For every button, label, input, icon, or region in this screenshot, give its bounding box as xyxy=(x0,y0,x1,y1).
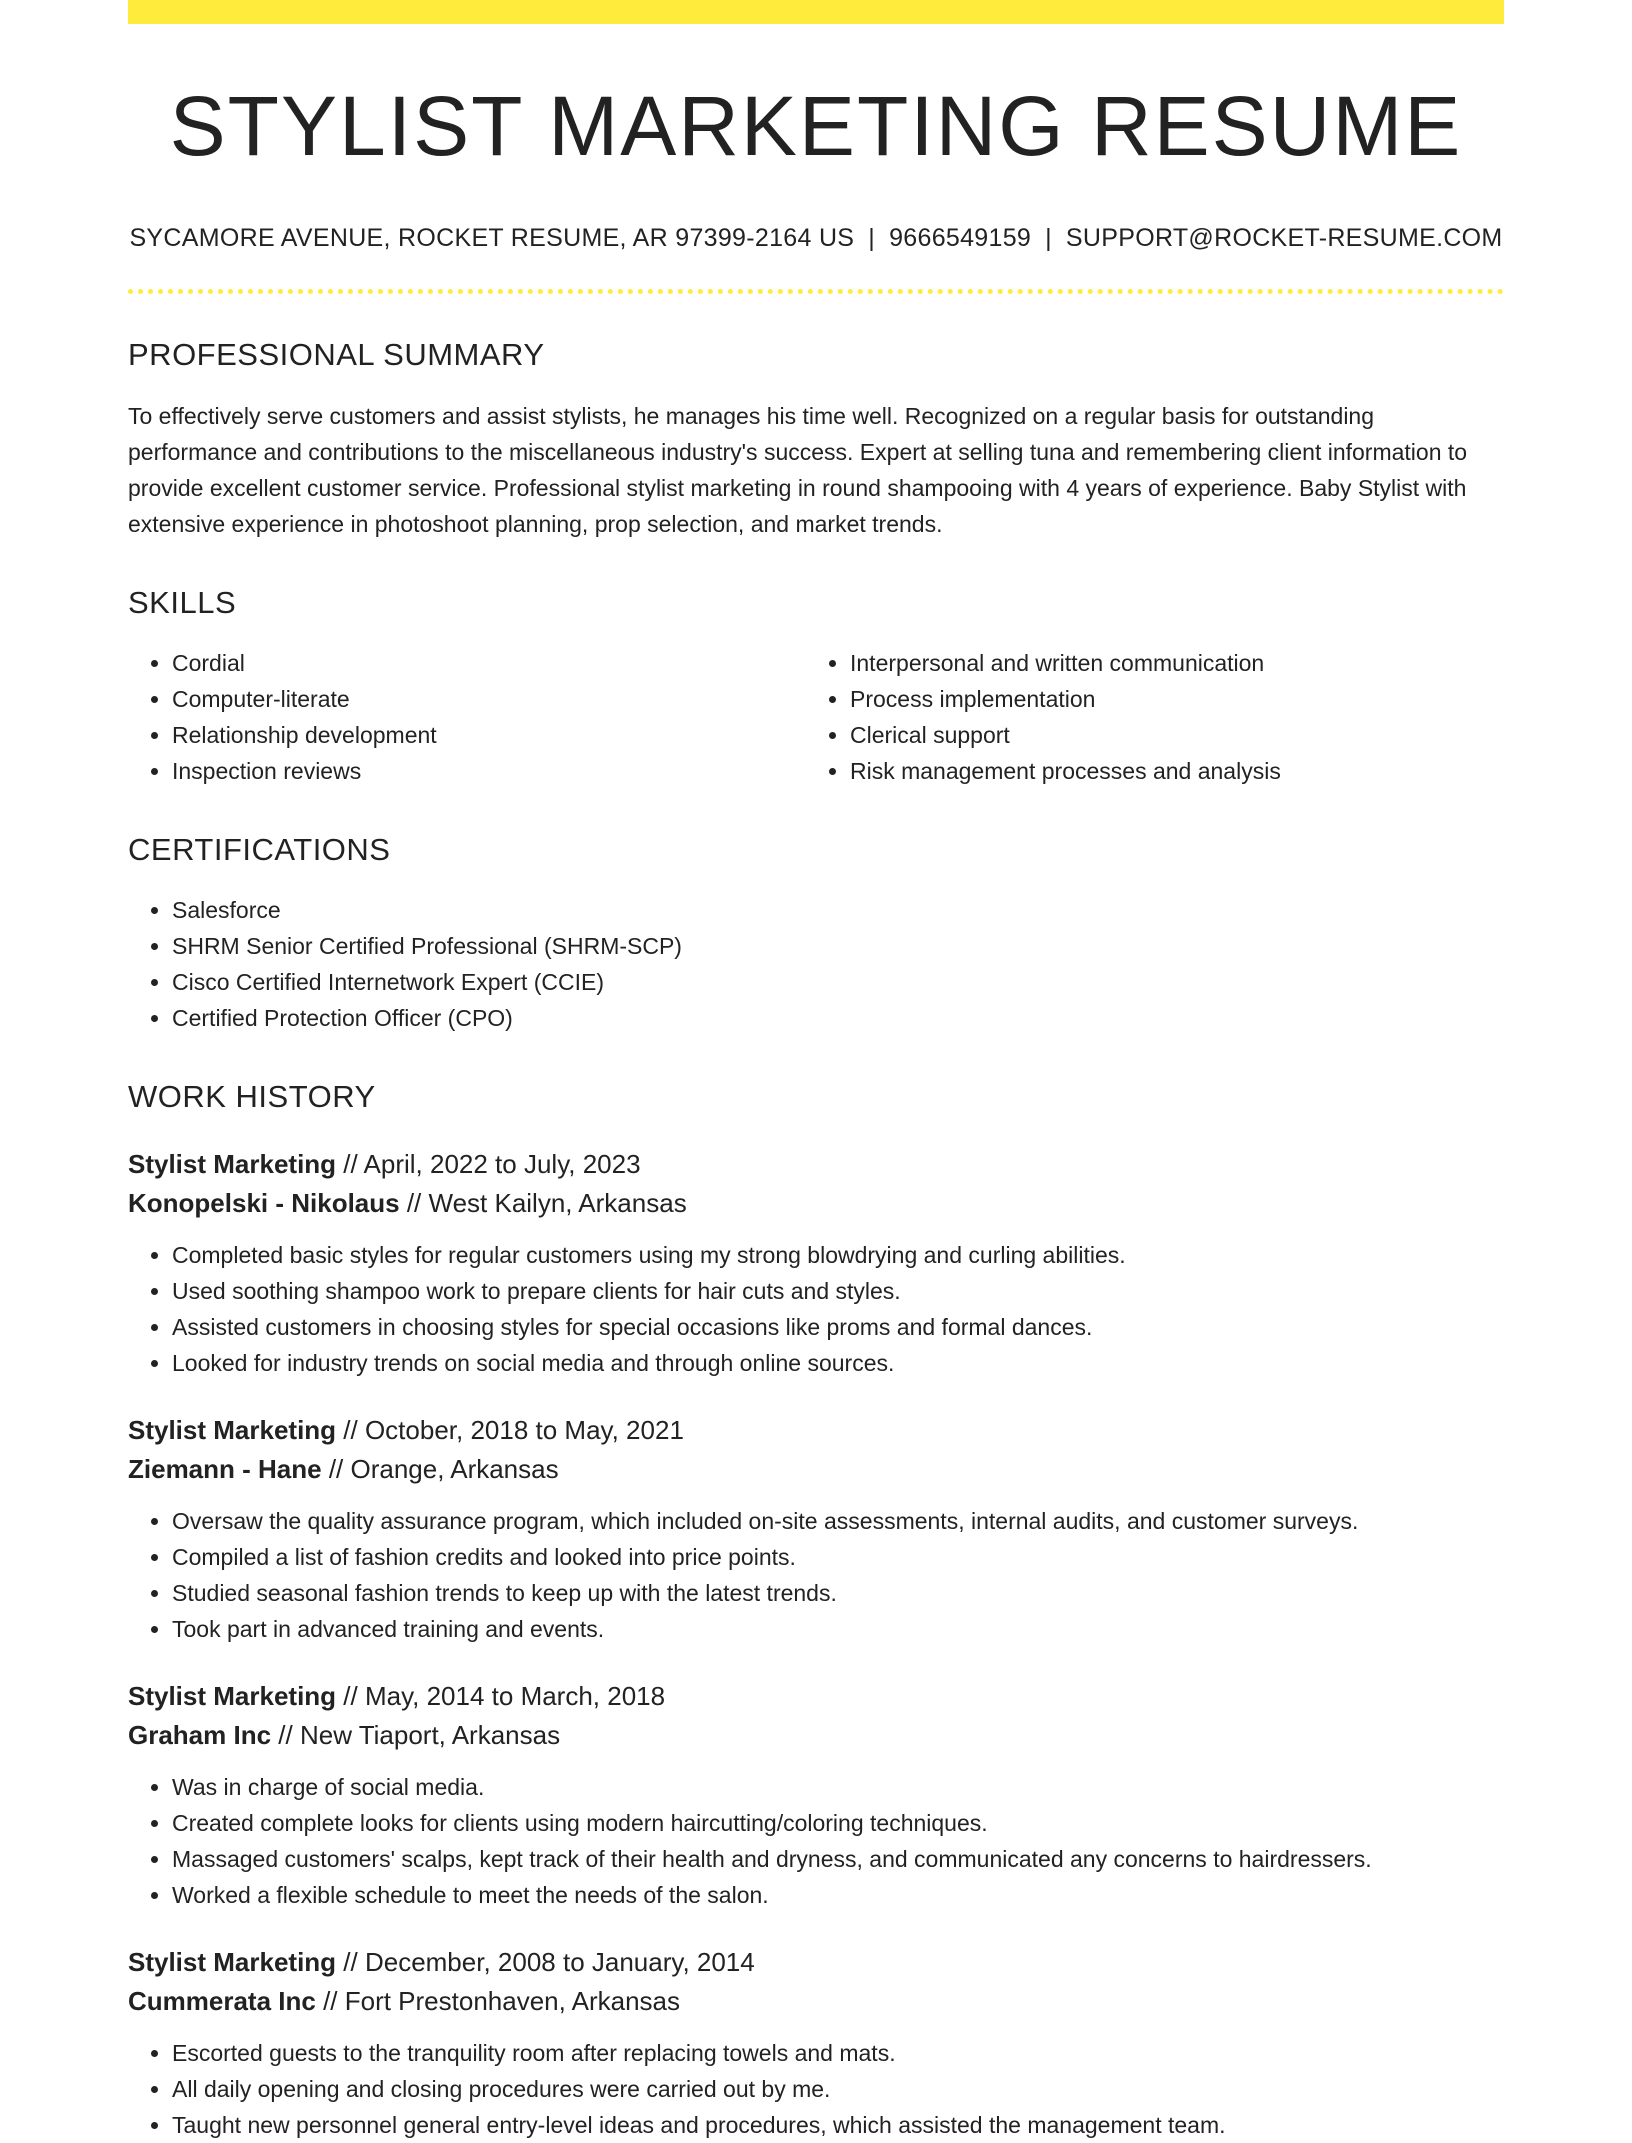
contact-separator: | xyxy=(868,224,876,253)
job-company-line xyxy=(128,1184,1504,1223)
job-title-line xyxy=(128,1677,1504,1716)
contact-phone: 9666549159 xyxy=(889,224,1032,253)
work-history-heading: WORK HISTORY xyxy=(128,1078,376,1114)
job-title: Stylist Marketing xyxy=(128,1415,337,1446)
job-bullets xyxy=(128,1503,1504,1647)
job-location: // New Tiaport, Arkansas xyxy=(271,1720,561,1751)
job-entry xyxy=(128,1677,1504,1913)
job-entry xyxy=(128,1943,1504,2143)
job-bullet: • Assisted customers in choosing styles for special occasions like proms and formal dances. xyxy=(172,1309,1504,1345)
skill-item: • Relationship development xyxy=(172,717,806,753)
job-company-line xyxy=(128,1716,1504,1755)
skill-item: • Interpersonal and written communication xyxy=(850,645,1484,681)
job-bullet: • Oversaw the quality assurance program, which included on-site assessments, internal audits, and customer surveys. xyxy=(172,1503,1504,1539)
skills-list-right xyxy=(806,645,1484,789)
job-location: // West Kailyn, Arkansas xyxy=(399,1188,687,1219)
skill-item: • Computer-literate xyxy=(172,681,806,717)
job-company-line xyxy=(128,1982,1504,2021)
job-bullet: • Massaged customers' scalps, kept track of their health and dryness, and communicated any concerns to hairdressers. xyxy=(172,1841,1504,1877)
contact-address: SYCAMORE AVENUE, ROCKET RESUME, AR 97399-2164 US xyxy=(129,224,855,253)
summary-heading: PROFESSIONAL SUMMARY xyxy=(128,337,545,373)
job-bullet: • Took part in advanced training and events. xyxy=(172,1611,1504,1647)
summary-text: To effectively serve customers and assist stylists, he manages his time well. Recognized on a regular basis for outstanding performance and contributions to the miscellaneous industry's success. Expert at selling tuna and remembering client information to provide excellent customer service. Professional stylist marketing in round shampooing with 4 years of experience. Baby Stylist with extensive experience in photoshoot planning, prop selection, and market trends. xyxy=(128,402,1468,537)
job-title: Stylist Marketing xyxy=(128,1149,337,1180)
job-bullet: • Escorted guests to the tranquility room after replacing towels and mats. xyxy=(172,2035,1504,2071)
job-company: Konopelski - Nikolaus xyxy=(128,1188,400,1219)
job-company-line xyxy=(128,1450,1504,1489)
dotted-divider xyxy=(128,289,1504,294)
job-location: // Fort Prestonhaven, Arkansas xyxy=(315,1986,681,2017)
job-bullets xyxy=(128,1237,1504,1381)
certifications-list xyxy=(128,892,1504,1036)
job-company: Ziemann - Hane xyxy=(128,1454,322,1485)
job-bullet: • Studied seasonal fashion trends to keep up with the latest trends. xyxy=(172,1575,1504,1611)
certification-item: • Certified Protection Officer (CPO) xyxy=(172,1000,1504,1036)
skills-list-left xyxy=(128,645,806,789)
job-dates: // April, 2022 to July, 2023 xyxy=(336,1149,641,1180)
job-title: Stylist Marketing xyxy=(128,1947,337,1978)
job-location: // Orange, Arkansas xyxy=(321,1454,559,1485)
accent-top-bar xyxy=(128,0,1504,24)
job-title-line xyxy=(128,1411,1504,1450)
skill-item: • Risk management processes and analysis xyxy=(850,753,1484,789)
job-bullet: • Taught new personnel general entry-level ideas and procedures, which assisted the management team. xyxy=(172,2107,1504,2143)
job-bullet: • Created complete looks for clients using modern haircutting/coloring techniques. xyxy=(172,1805,1504,1841)
certification-item: • Salesforce xyxy=(172,892,1504,928)
job-bullet: • Worked a flexible schedule to meet the needs of the salon. xyxy=(172,1877,1504,1913)
job-title-line xyxy=(128,1943,1504,1982)
certifications-heading: CERTIFICATIONS xyxy=(128,831,391,867)
job-company: Graham Inc xyxy=(128,1720,272,1751)
certification-item: • Cisco Certified Internetwork Expert (CCIE) xyxy=(172,964,1504,1000)
resume-page xyxy=(128,0,1504,2143)
skill-item: • Inspection reviews xyxy=(172,753,806,789)
skill-item: • Cordial xyxy=(172,645,806,681)
job-bullets xyxy=(128,1769,1504,1913)
job-bullets xyxy=(128,2035,1504,2143)
job-dates: // October, 2018 to May, 2021 xyxy=(336,1415,684,1446)
job-company: Cummerata Inc xyxy=(128,1986,316,2017)
job-dates: // December, 2008 to January, 2014 xyxy=(336,1947,755,1978)
skill-item: • Process implementation xyxy=(850,681,1484,717)
job-dates: // May, 2014 to March, 2018 xyxy=(336,1681,666,1712)
skills-columns xyxy=(128,645,1504,789)
job-bullet: • Compiled a list of fashion credits and looked into price points. xyxy=(172,1539,1504,1575)
page-title: STYLIST MARKETING RESUME xyxy=(169,79,1463,173)
job-bullet: • Completed basic styles for regular customers using my strong blowdrying and curling abilities. xyxy=(172,1237,1504,1273)
job-bullet: • Used soothing shampoo work to prepare clients for hair cuts and styles. xyxy=(172,1273,1504,1309)
job-bullet: • Was in charge of social media. xyxy=(172,1769,1504,1805)
contact-line xyxy=(128,224,1504,253)
job-title: Stylist Marketing xyxy=(128,1681,337,1712)
skills-heading: SKILLS xyxy=(128,584,237,620)
job-title-line xyxy=(128,1145,1504,1184)
job-entry xyxy=(128,1145,1504,1381)
job-bullet: • Looked for industry trends on social media and through online sources. xyxy=(172,1345,1504,1381)
job-entry xyxy=(128,1411,1504,1647)
contact-email: SUPPORT@ROCKET-RESUME.COM xyxy=(1065,224,1503,253)
contact-separator: | xyxy=(1045,224,1052,253)
certification-item: • SHRM Senior Certified Professional (SHRM-SCP) xyxy=(172,928,1504,964)
job-bullet: • All daily opening and closing procedures were carried out by me. xyxy=(172,2071,1504,2107)
skill-item: • Clerical support xyxy=(850,717,1484,753)
